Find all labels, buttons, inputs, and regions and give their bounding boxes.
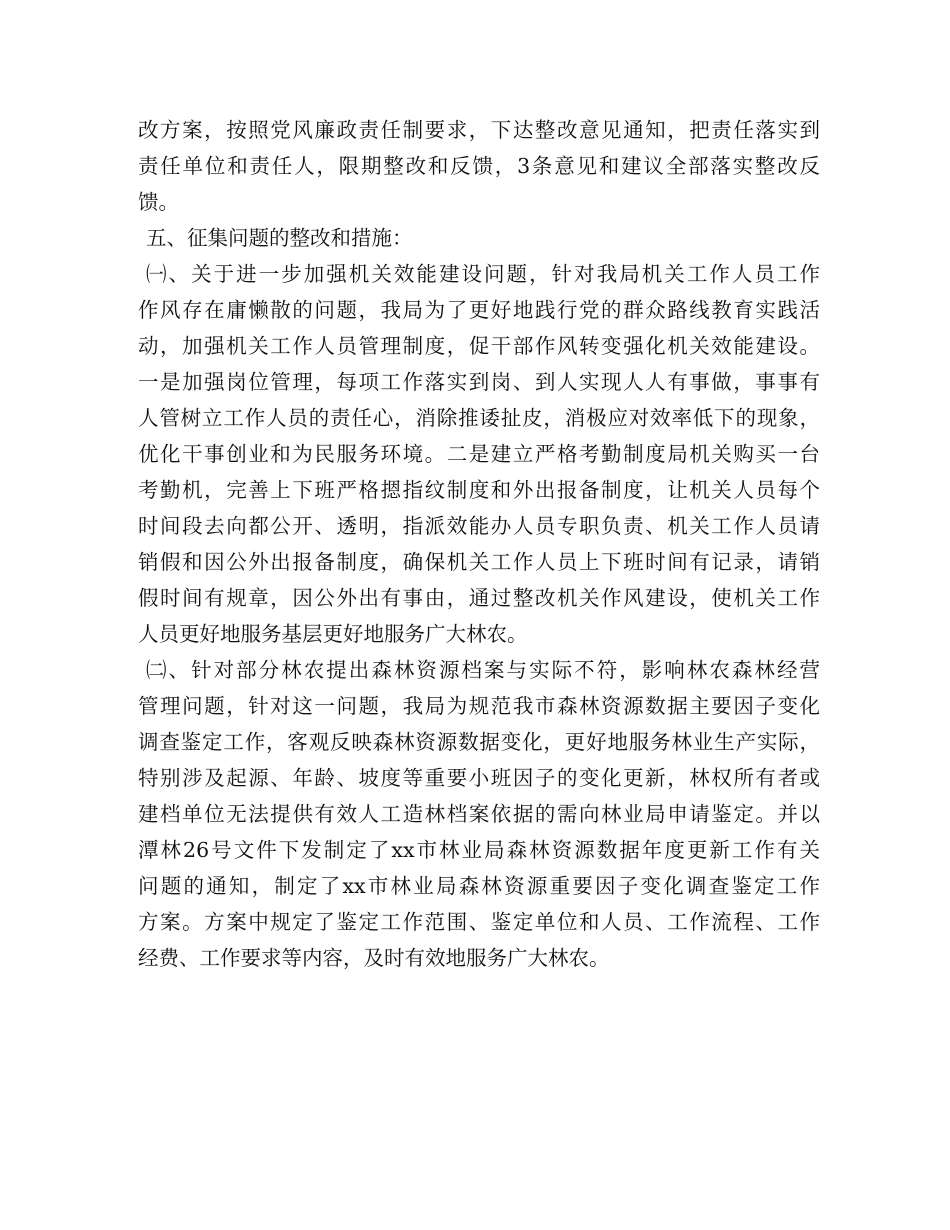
text-line: ㈠、关于进一步加强机关效能建设问题，针对我局机关工作人员工作 <box>146 262 820 286</box>
text-line: 人员更好地服务基层更好地服务广大林农。 <box>138 622 528 646</box>
text-line: 潭林26号文件下发制定了xx市林业局森林资源数据年度更新工作有关 <box>138 838 820 862</box>
text-line: 方案。方案中规定了鉴定工作范围、鉴定单位和人员、工作流程、工作 <box>138 910 820 934</box>
text-line: 五、征集问题的整改和措施： <box>146 226 413 250</box>
text-line: 管理问题，针对这一问题，我局为规范我市森林资源数据主要因子变化 <box>138 694 820 718</box>
text-line: 考勤机，完善上下班严格摁指纹制度和外出报备制度，让机关人员每个 <box>138 478 820 502</box>
text-line: ㈡、针对部分林农提出森林资源档案与实际不符，影响林农森林经营 <box>146 658 820 682</box>
text-line: 经费、工作要求等内容，及时有效地服务广大林农。 <box>138 946 610 970</box>
text-line: 特别涉及起源、年龄、坡度等重要小班因子的变化更新，林权所有者或 <box>138 766 820 790</box>
text-line: 调查鉴定工作，客观反映森林资源数据变化，更好地服务林业生产实际， <box>138 730 820 754</box>
text-line: 问题的通知，制定了xx市林业局森林资源重要因子变化调查鉴定工作 <box>138 874 820 898</box>
text-line: 馈。 <box>138 190 179 214</box>
text-line: 作风存在庸懒散的问题，我局为了更好地践行党的群众路线教育实践活 <box>138 298 820 322</box>
text-line: 人管树立工作人员的责任心，消除推诿扯皮，消极应对效率低下的现象， <box>138 406 820 430</box>
document-body <box>138 112 820 976</box>
text-line: 优化干事创业和为民服务环境。二是建立严格考勤制度局机关购买一台 <box>138 442 820 466</box>
text-line: 销假和因公外出报备制度，确保机关工作人员上下班时间有记录，请销 <box>138 550 820 574</box>
text-line: 时间段去向都公开、透明，指派效能办人员专职负责、机关工作人员请 <box>138 514 820 538</box>
text-line: 假时间有规章，因公外出有事由，通过整改机关作风建设，使机关工作 <box>138 586 820 610</box>
text-line: 责任单位和责任人，限期整改和反馈，3条意见和建议全部落实整改反 <box>138 154 820 178</box>
text-line: 动，加强机关工作人员管理制度，促干部作风转变强化机关效能建设。 <box>138 334 820 358</box>
text-line: 一是加强岗位管理，每项工作落实到岗、到人实现人人有事做，事事有 <box>138 370 820 394</box>
text-line: 建档单位无法提供有效人工造林档案依据的需向林业局申请鉴定。并以 <box>138 802 820 826</box>
text-line: 改方案，按照党风廉政责任制要求，下达整改意见通知，把责任落实到 <box>138 118 820 142</box>
